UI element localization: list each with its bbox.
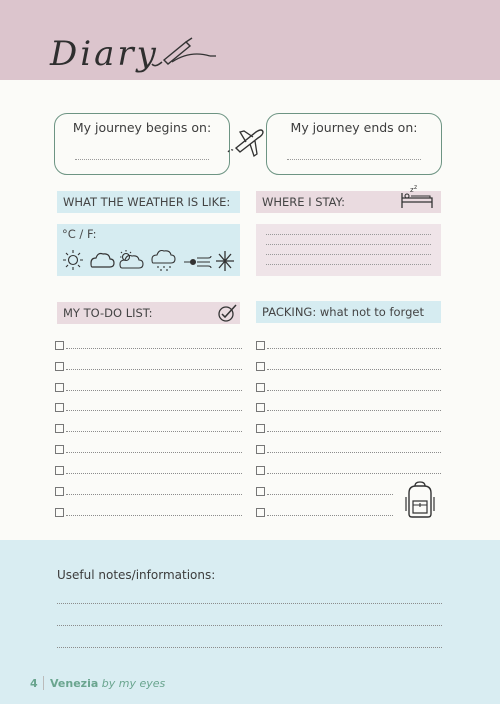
page-title: Diary [50,34,159,74]
checklist-line[interactable] [66,431,242,432]
temperature-unit-label: °C / F: [62,227,97,241]
checklist-line[interactable] [267,473,441,474]
page-number: 4 [30,677,38,690]
notes-line[interactable] [57,603,442,604]
todo-heading: MY TO-DO LIST: [57,302,240,324]
checkbox[interactable] [55,362,64,371]
checkbox[interactable] [256,362,265,371]
check-circle-icon [216,303,238,323]
checklist-line[interactable] [267,390,441,391]
footer-tagline: by my eyes [101,677,166,690]
notes-label: Useful notes/informations: [57,568,216,582]
journey-ends-label: My journey ends on: [290,120,418,135]
footer-brand-name: Venezia [50,677,99,690]
checkbox[interactable] [55,466,64,475]
checkbox[interactable] [256,487,265,496]
checkbox[interactable] [55,424,64,433]
wind-icon [184,256,211,268]
airplane-icon [226,124,266,160]
checkbox[interactable] [55,403,64,412]
checklist-line[interactable] [267,410,441,411]
checkbox[interactable] [256,424,265,433]
stay-line[interactable] [266,264,431,265]
stay-heading: WHERE I STAY: [256,191,441,213]
checkbox[interactable] [55,487,64,496]
footer-brand [50,677,165,690]
checkbox[interactable] [256,341,265,350]
checklist-line[interactable] [267,452,441,453]
journey-begins-line[interactable] [75,159,209,160]
checkbox[interactable] [256,403,265,412]
checklist-line[interactable] [66,473,242,474]
checklist-line[interactable] [66,494,242,495]
checkbox[interactable] [256,383,265,392]
weather-icons [60,248,240,272]
bed-icon [400,184,434,210]
pen-icon [150,32,220,72]
checklist-line[interactable] [66,390,242,391]
stay-line[interactable] [266,244,431,245]
rain-cloud-icon [152,251,175,272]
footer-divider [43,676,44,690]
checklist-line[interactable] [66,452,242,453]
sun-icon [63,250,83,270]
svg-text:z: z [410,186,414,194]
cloud-icon [91,254,114,268]
checkbox[interactable] [256,466,265,475]
checklist-line[interactable] [66,515,242,516]
checklist-line[interactable] [267,494,393,495]
notes-line[interactable] [57,625,442,626]
stay-line[interactable] [266,254,431,255]
stay-line[interactable] [266,234,431,235]
checklist-line[interactable] [267,369,441,370]
notes-line[interactable] [57,647,442,648]
checkbox[interactable] [256,445,265,454]
checkbox[interactable] [256,508,265,517]
checkbox[interactable] [55,445,64,454]
checklist-line[interactable] [66,410,242,411]
packing-heading: PACKING: what not to forget [256,301,441,323]
checkbox[interactable] [55,383,64,392]
stay-panel[interactable] [256,224,441,276]
sun-cloud-icon [120,250,143,268]
journey-begins-box[interactable] [54,113,230,175]
checklist-line[interactable] [267,431,441,432]
checkbox[interactable] [55,508,64,517]
weather-heading: WHAT THE WEATHER IS LIKE: [57,191,240,213]
journey-ends-line[interactable] [287,159,421,160]
checklist-line[interactable] [267,348,441,349]
checklist-line[interactable] [66,348,242,349]
checklist-line[interactable] [66,369,242,370]
checkbox[interactable] [55,341,64,350]
journey-begins-label: My journey begins on: [72,120,212,135]
snowflake-icon [216,251,234,271]
backpack-icon [404,481,436,519]
svg-text:z: z [414,184,418,191]
journey-ends-box[interactable] [266,113,442,175]
checklist-line[interactable] [267,515,393,516]
